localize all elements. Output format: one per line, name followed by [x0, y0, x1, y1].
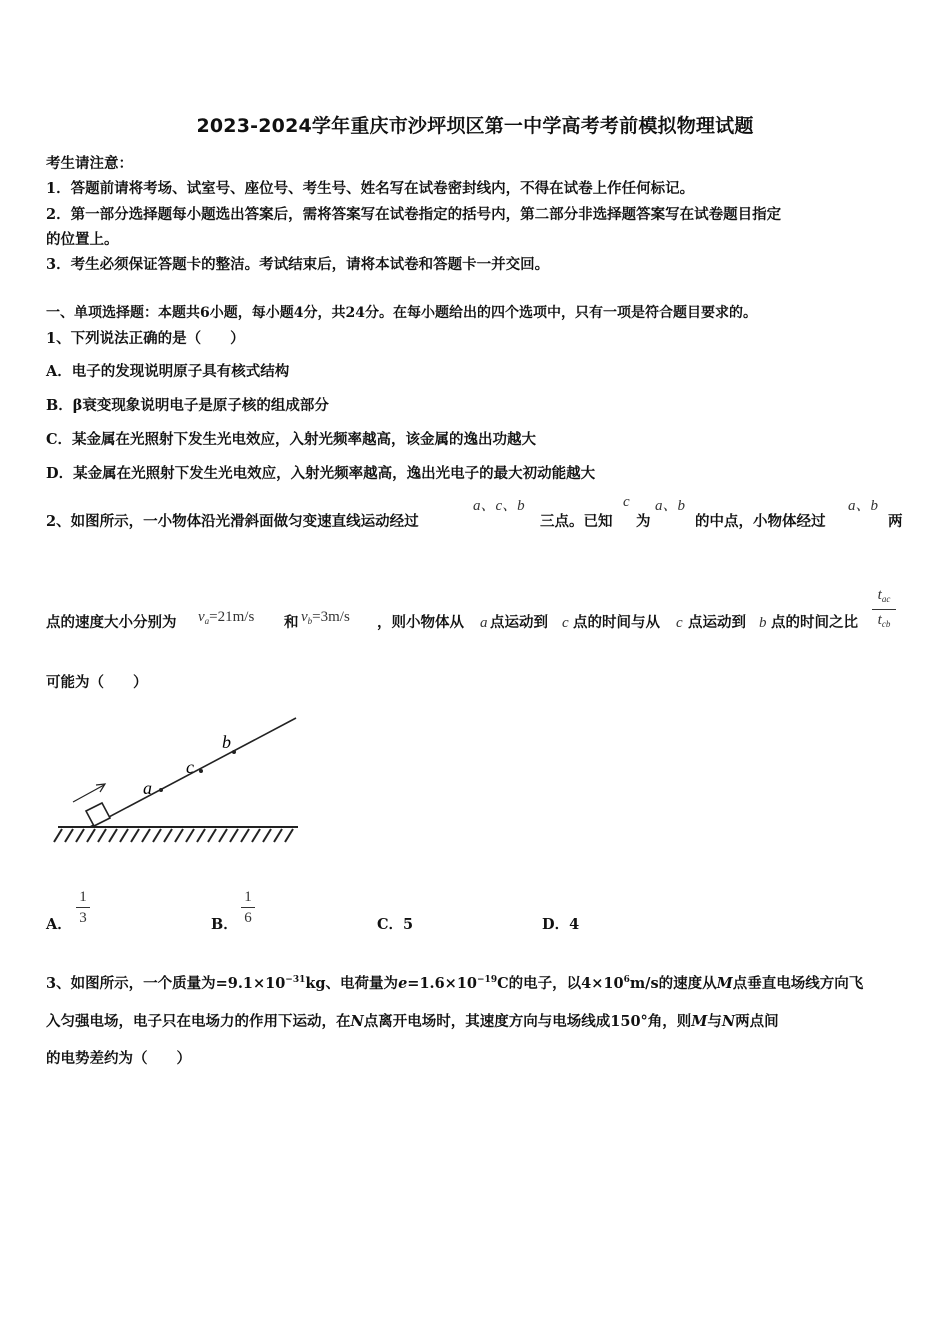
- section-heading: 一、单项选择题：本题共6小题，每小题4分，共24分。在每小题给出的四个选项中，只有一项是符合题目要求的。: [46, 305, 757, 321]
- question-2-m-c2: c: [676, 615, 683, 631]
- point-a: [159, 788, 163, 792]
- label-b: b: [222, 732, 231, 752]
- question-2-line3: 可能为（ ）: [46, 674, 148, 691]
- notice-item-1: 1．答题前请将考场、试室号、座位号、考生号、姓名写在试卷密封线内，不得在试卷上作任何标记。: [46, 180, 695, 197]
- question-1-option-d[interactable]: D．某金属在光照射下发生光电效应，入射光频率越高，逸出光电子的最大初动能越大: [46, 465, 596, 482]
- question-3-line3: 的电势差约为（ ）: [46, 1050, 191, 1067]
- question-2-line2-part1: 点的速度大小分别为: [46, 614, 177, 631]
- notice-item-2-cont: 的位置上。: [46, 231, 119, 248]
- notice-item-2: 2．第一部分选择题每小题选出答案后，需将答案写在试卷指定的括号内，第二部分非选择题答案写在试卷题目指定: [46, 206, 782, 223]
- question-2-m-a: a: [480, 615, 488, 631]
- notice-item-3: 3．考生必须保证答题卡的整洁。考试结束后，请将本试卷和答题卡一并交回。: [46, 256, 550, 273]
- incline-figure: [46, 710, 306, 845]
- ground-hatching: [54, 827, 298, 842]
- velocity-arrow: [73, 785, 104, 802]
- notice-heading: 考生请注意：: [46, 155, 133, 172]
- point-c: [199, 769, 203, 773]
- question-2-option-d[interactable]: D．4: [542, 916, 580, 933]
- time-ratio-fraction: $t_{ac}$ $t_{cb}$: [872, 586, 896, 633]
- question-2-stem-part3: 为: [636, 513, 651, 530]
- question-2-points-ab: a、b: [655, 498, 686, 514]
- option-b-fraction: 1 6: [241, 888, 255, 927]
- question-2-points-acb: a、c、b: [473, 498, 525, 514]
- question-2-m-b: b: [759, 615, 767, 631]
- question-2-stem-part1: 2、如图所示，一小物体沿光滑斜面做匀变速直线运动经过: [46, 513, 419, 530]
- question-2-option-a[interactable]: A．: [46, 916, 72, 933]
- question-2-stem-part5: 两: [888, 513, 903, 530]
- question-2-option-c[interactable]: C．5: [377, 916, 414, 933]
- question-2-line2-part4: 点的时间与从: [573, 614, 660, 631]
- question-2-and: 和: [284, 614, 299, 631]
- option-a-fraction: 1 3: [76, 888, 90, 927]
- question-2-point-c: c: [623, 494, 630, 510]
- question-1-stem: 1、下列说法正确的是（ ）: [46, 330, 245, 347]
- question-2-line2-part3: 点运动到: [490, 614, 548, 631]
- question-1-option-b[interactable]: B．β衰变现象说明电子是原子核的组成部分: [46, 397, 329, 414]
- point-b: [232, 750, 236, 754]
- question-1-option-a[interactable]: A．电子的发现说明原子具有核式结构: [46, 363, 290, 380]
- label-a: a: [143, 778, 152, 798]
- question-2-line2-part5: 点运动到: [688, 614, 746, 631]
- question-3-line2: 入匀强电场，电子只在电场力的作用下运动，在N点离开电场时，其速度方向与电场线成150°角，则M与N两点间: [46, 1013, 779, 1030]
- block: [86, 803, 110, 826]
- question-2-stem-part4: 的中点，小物体经过: [695, 513, 826, 530]
- velocity-b: $v_b=3m/s$: [301, 609, 350, 626]
- velocity-a: $v_a=21m/s$: [198, 609, 255, 626]
- label-c: c: [186, 757, 194, 777]
- question-2-m-c1: c: [562, 615, 569, 631]
- question-1-option-c[interactable]: C．某金属在光照射下发生光电效应，入射光频率越高，该金属的逸出功越大: [46, 431, 537, 448]
- question-2-line2-part6: 点的时间之比: [771, 614, 858, 631]
- question-2-line2-part2: ，则小物体从: [377, 614, 464, 631]
- question-2-stem-part2: 三点。已知: [540, 513, 613, 530]
- question-2-points-ab-2: a、b: [848, 498, 879, 514]
- question-3-line1: 3、如图所示，一个质量为$=9.1\times 10^{-31}kg$、电荷量为$e=1.6\times 10^{-19}C$的电子，以$4\times 10^6m/s$的速度从M点垂直电场线方向飞: [46, 975, 864, 992]
- question-2-option-b[interactable]: B．: [211, 916, 238, 933]
- page-title: 2023-2024学年重庆市沙坪坝区第一中学高考考前模拟物理试题: [196, 115, 754, 137]
